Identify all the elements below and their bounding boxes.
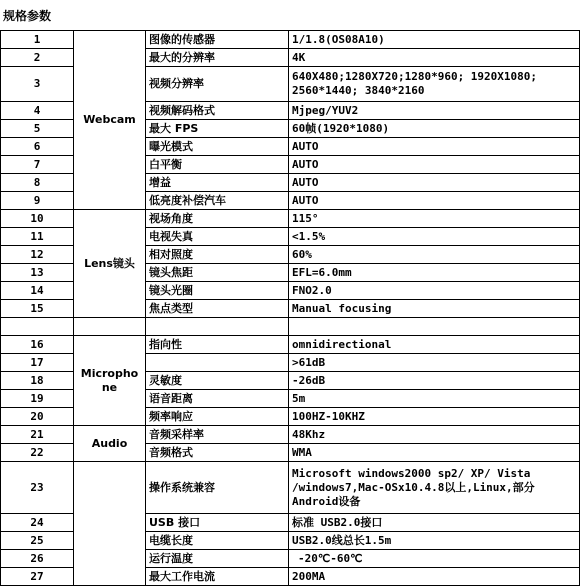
param-value: Manual focusing	[289, 300, 580, 318]
row-number: 6	[1, 138, 74, 156]
param-value: 48Khz	[289, 426, 580, 444]
row-number: 8	[1, 174, 74, 192]
param-value: 1/1.8(OS08A10)	[289, 31, 580, 49]
param-name: 指向性	[146, 336, 289, 354]
row-number: 11	[1, 228, 74, 246]
spec-table	[0, 30, 580, 586]
row-number: 22	[1, 444, 74, 462]
param-name: 灵敏度	[146, 372, 289, 390]
param-value: AUTO	[289, 192, 580, 210]
group-label-webcam: Webcam	[74, 31, 146, 210]
table-row	[1, 31, 580, 49]
param-name: 视场角度	[146, 210, 289, 228]
param-name: 相对照度	[146, 246, 289, 264]
param-name: 最大的分辨率	[146, 49, 289, 67]
row-number: 16	[1, 336, 74, 354]
group-label-microphone: Micropho ne	[74, 336, 146, 426]
param-name	[146, 354, 289, 372]
param-value: Microsoft windows2000 sp2/ XP/ Vista /windows7,Mac-OSx10.4.8以上,Linux,部分Android设备	[289, 462, 580, 514]
param-value: USB2.0线总长1.5m	[289, 532, 580, 550]
param-name: 低亮度补偿汽车	[146, 192, 289, 210]
table-row	[1, 336, 580, 354]
param-value: 标准 USB2.0接口	[289, 514, 580, 532]
row-number: 20	[1, 408, 74, 426]
param-value: 60%	[289, 246, 580, 264]
spacer-row	[1, 318, 580, 336]
param-value: 5m	[289, 390, 580, 408]
param-name: 语音距离	[146, 390, 289, 408]
param-name: 运行温度	[146, 550, 289, 568]
row-number: 18	[1, 372, 74, 390]
row-number: 5	[1, 120, 74, 138]
param-value: FNO2.0	[289, 282, 580, 300]
group-label-empty	[74, 462, 146, 586]
param-value: 4K	[289, 49, 580, 67]
param-name: USB 接口	[146, 514, 289, 532]
row-number: 1	[1, 31, 74, 49]
param-name: 频率响应	[146, 408, 289, 426]
table-row	[1, 426, 580, 444]
param-name: 镜头光圈	[146, 282, 289, 300]
page-title: 规格参数	[3, 9, 52, 23]
row-number: 12	[1, 246, 74, 264]
row-number: 9	[1, 192, 74, 210]
row-number: 15	[1, 300, 74, 318]
param-name: 视频分辨率	[146, 67, 289, 102]
table-row	[1, 210, 580, 228]
row-number: 17	[1, 354, 74, 372]
param-name: 操作系统兼容	[146, 462, 289, 514]
row-number: 14	[1, 282, 74, 300]
row-number: 24	[1, 514, 74, 532]
param-value: EFL=6.0mm	[289, 264, 580, 282]
param-name: 最大工作电流	[146, 568, 289, 586]
param-name: 图像的传感器	[146, 31, 289, 49]
param-value: 60帧(1920*1080)	[289, 120, 580, 138]
row-number: 13	[1, 264, 74, 282]
param-value: 100HZ-10KHZ	[289, 408, 580, 426]
param-name: 增益	[146, 174, 289, 192]
param-value: omnidirectional	[289, 336, 580, 354]
param-value: 640X480;1280X720;1280*960; 1920X1080; 2560*1440; 3840*2160	[289, 67, 580, 102]
param-value: <1.5%	[289, 228, 580, 246]
param-name: 镜头焦距	[146, 264, 289, 282]
group-label-audio: Audio	[74, 426, 146, 462]
param-name: 音频采样率	[146, 426, 289, 444]
param-name: 曝光模式	[146, 138, 289, 156]
row-number: 26	[1, 550, 74, 568]
param-name: 音频格式	[146, 444, 289, 462]
param-value: AUTO	[289, 138, 580, 156]
param-name: 焦点类型	[146, 300, 289, 318]
param-value: -20℃-60℃	[298, 551, 363, 565]
param-value: 200MA	[289, 568, 580, 586]
param-value: Mjpeg/YUV2	[289, 102, 580, 120]
param-value: WMA	[289, 444, 580, 462]
param-value: -26dB	[289, 372, 580, 390]
row-number: 19	[1, 390, 74, 408]
param-name: 最大 FPS	[146, 120, 289, 138]
param-value: AUTO	[289, 174, 580, 192]
row-number: 7	[1, 156, 74, 174]
group-label-lens: Lens镜头	[74, 210, 146, 318]
param-name: 电缆长度	[146, 532, 289, 550]
row-number: 25	[1, 532, 74, 550]
row-number: 23	[1, 462, 74, 514]
row-number: 4	[1, 102, 74, 120]
param-name: 电视失真	[146, 228, 289, 246]
row-number: 27	[1, 568, 74, 586]
row-number: 2	[1, 49, 74, 67]
row-number: 21	[1, 426, 74, 444]
param-name: 视频解码格式	[146, 102, 289, 120]
row-number: 10	[1, 210, 74, 228]
param-name: 白平衡	[146, 156, 289, 174]
table-row	[1, 462, 580, 514]
param-value: 115°	[289, 210, 580, 228]
row-number: 3	[1, 67, 74, 102]
param-value: AUTO	[289, 156, 580, 174]
param-value: >61dB	[289, 354, 580, 372]
